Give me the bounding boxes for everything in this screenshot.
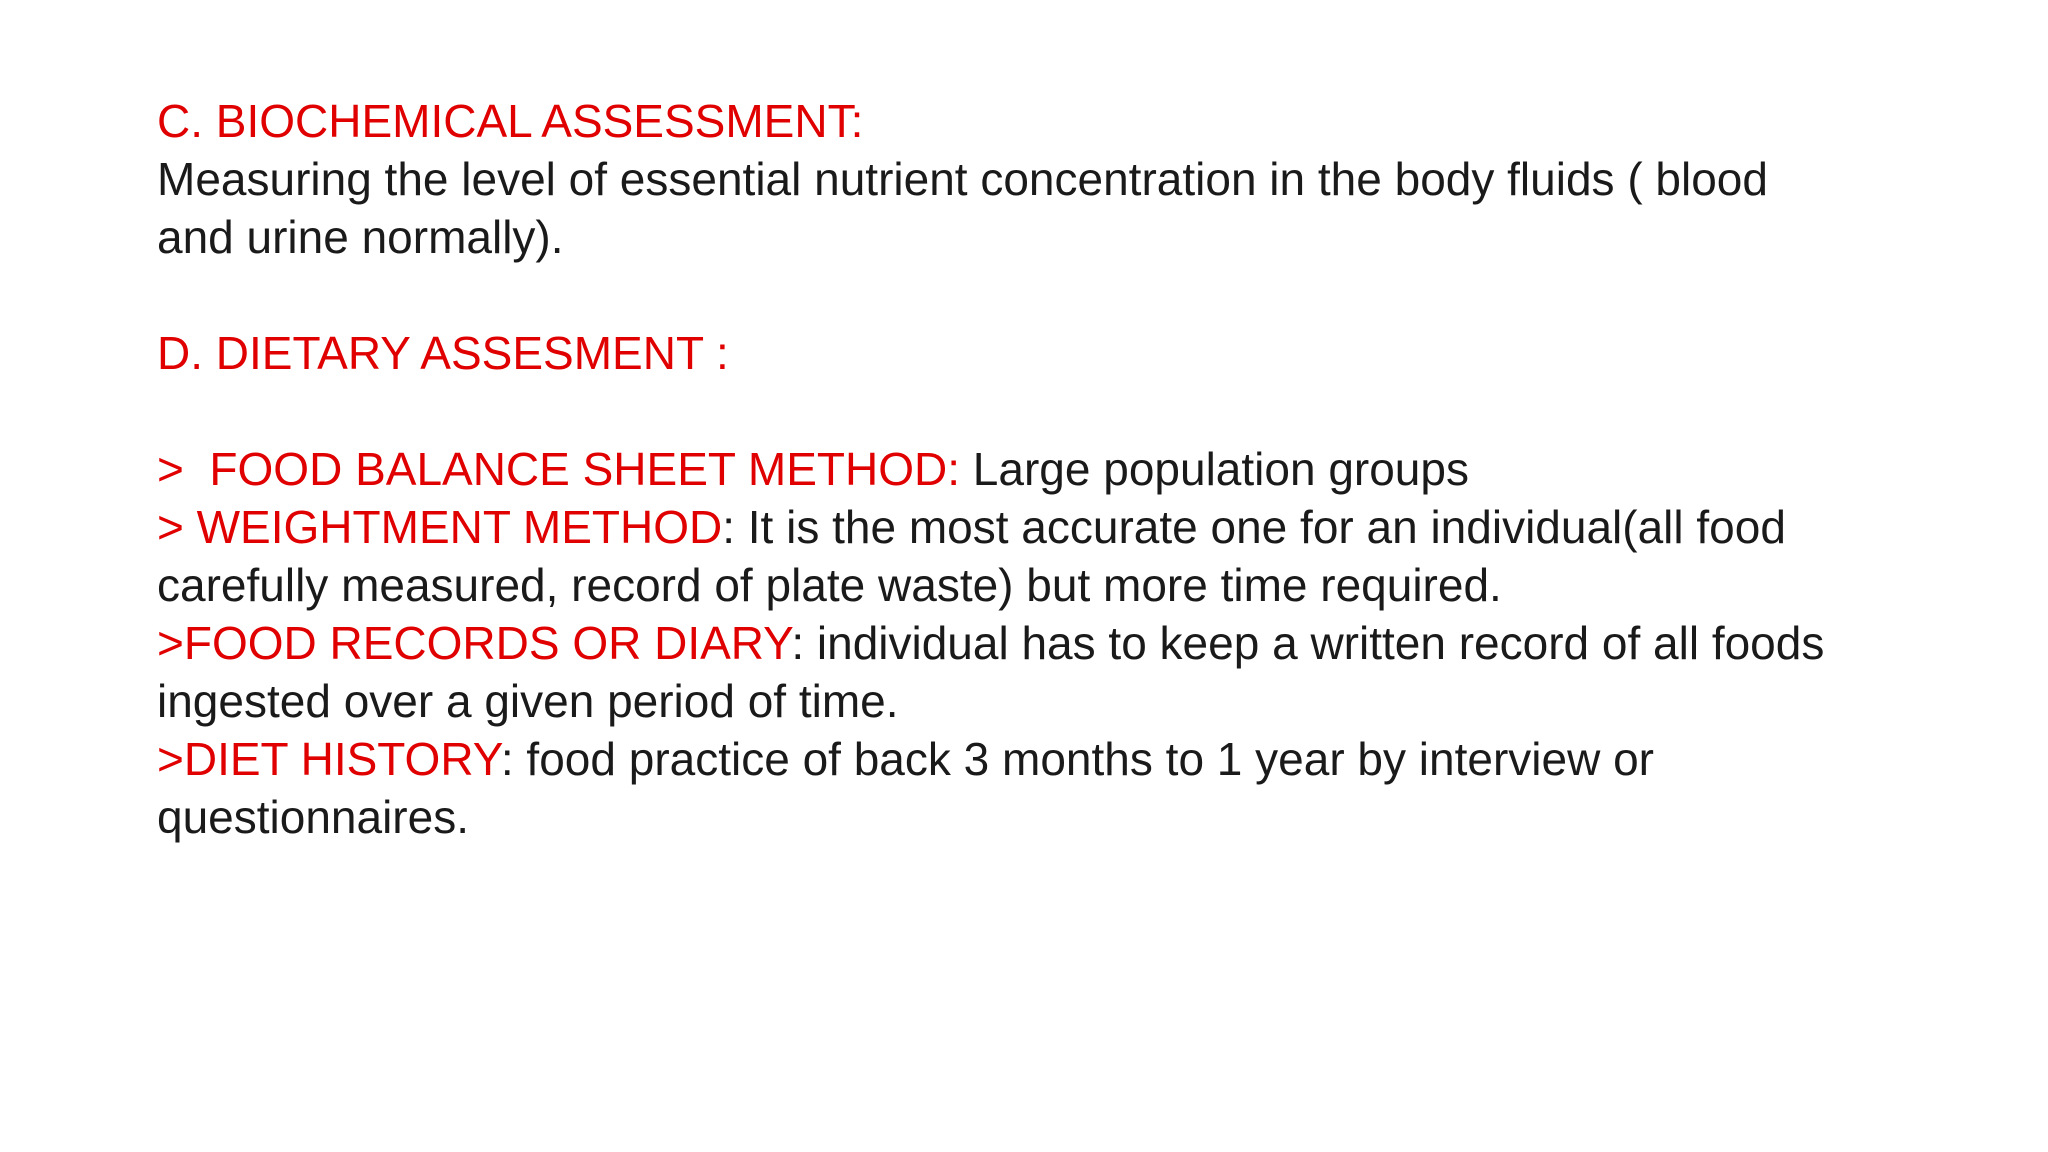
food-records-continuation: ingested over a given period of time.	[157, 675, 899, 727]
weightment-method-item	[157, 498, 1977, 556]
item-label: >FOOD RECORDS OR DIARY	[157, 617, 792, 669]
weightment-method-continuation: carefully measured, record of plate waste) but more time required.	[157, 559, 1502, 611]
section-c-body-line-2: and urine normally).	[157, 211, 564, 263]
item-label: > FOOD BALANCE SHEET METHOD:	[157, 443, 961, 495]
spacer	[157, 382, 1977, 440]
diet-history-continuation: questionnaires.	[157, 791, 469, 843]
item-label: > WEIGHTMENT METHOD	[157, 501, 723, 553]
item-text: Large population groups	[960, 443, 1469, 495]
diet-history-item	[157, 730, 1977, 788]
section-c-body-line-1: Measuring the level of essential nutrient concentration in the body fluids ( blood	[157, 153, 1768, 205]
section-d-heading: D. DIETARY ASSESMENT :	[157, 327, 729, 379]
food-records-item	[157, 614, 1977, 672]
slide-content	[157, 92, 1977, 846]
item-text: : individual has to keep a written record of all foods	[791, 617, 1825, 669]
section-c-heading: C. BIOCHEMICAL ASSESSMENT:	[157, 95, 864, 147]
item-text: : food practice of back 3 months to 1 year by interview or	[500, 733, 1654, 785]
spacer	[157, 266, 1977, 324]
item-text: : It is the most accurate one for an individual(all food	[722, 501, 1786, 553]
item-label: >DIET HISTORY	[157, 733, 501, 785]
food-balance-sheet-item	[157, 440, 1977, 498]
